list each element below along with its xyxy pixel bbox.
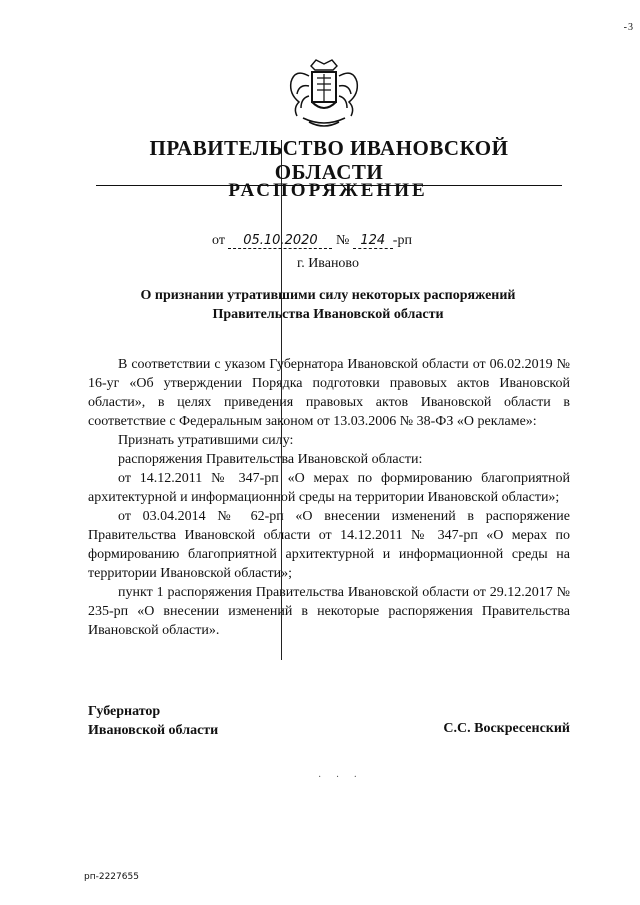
organization-title: ПРАВИТЕЛЬСТВО ИВАНОВСКОЙ ОБЛАСТИ [96, 136, 562, 186]
city: г. Иваново [297, 256, 359, 271]
document-body [88, 355, 570, 640]
signatory-name: С.С. Воскресенский [443, 721, 570, 736]
document-type: РАСПОРЯЖЕНИЕ [228, 180, 428, 201]
signatory-title-line-1: Губернатор [88, 704, 161, 719]
document-date: 05.10.2020 [228, 233, 332, 249]
number-suffix: -рп [392, 233, 412, 248]
body-paragraph: В соответствии с указом Губернатора Ивановской области от 06.02.2019 № 16-уг «Об утверждении Порядка подготовки правовых актов Ивановской области», в целях приведения правовых актов Ивановской области в соответствие с Федеральным законом от 13.03.2006 № 38-ФЗ «О рекламе»: [88, 357, 570, 429]
body-paragraph: Признать утратившими силу: [118, 433, 294, 448]
scan-specks: · · · [318, 772, 363, 783]
body-paragraph: распоряжения Правительства Ивановской области: [118, 452, 423, 467]
signatory-title-line-2: Ивановской области [88, 723, 219, 738]
signatory-title [88, 702, 218, 740]
date-label: от [212, 233, 225, 248]
subject-line-1: О признании утратившими силу некоторых распоряжений [140, 288, 516, 303]
date-number-line [212, 233, 412, 249]
body-paragraph: от 14.12.2011 № 347-рп «О мерах по формированию благоприятной архитектурной и информационной среды на территории Ивановской области»; [88, 471, 570, 505]
body-paragraph: от 03.04.2014 № 62-рп «О внесении изменений в распоряжение Правительства Ивановской области от 14.12.2011 № 347-рп «О мерах по формированию благоприятной архитектурной и информационной среды на территории Ивановской области»; [88, 509, 570, 581]
document-code: рп-2227655 [84, 872, 139, 882]
document-number: 124 [353, 233, 393, 249]
subject-line-2: Правительства Ивановской области [212, 307, 444, 322]
number-label: № [335, 233, 350, 248]
coat-of-arms-icon [285, 58, 363, 130]
body-paragraph: пункт 1 распоряжения Правительства Ивановской области от 29.12.2017 № 235-рп «О внесении изменений в некоторые распоряжения Правительства Ивановской области». [88, 585, 570, 638]
corner-mark: -3 [623, 22, 634, 33]
document-subject [100, 286, 556, 324]
